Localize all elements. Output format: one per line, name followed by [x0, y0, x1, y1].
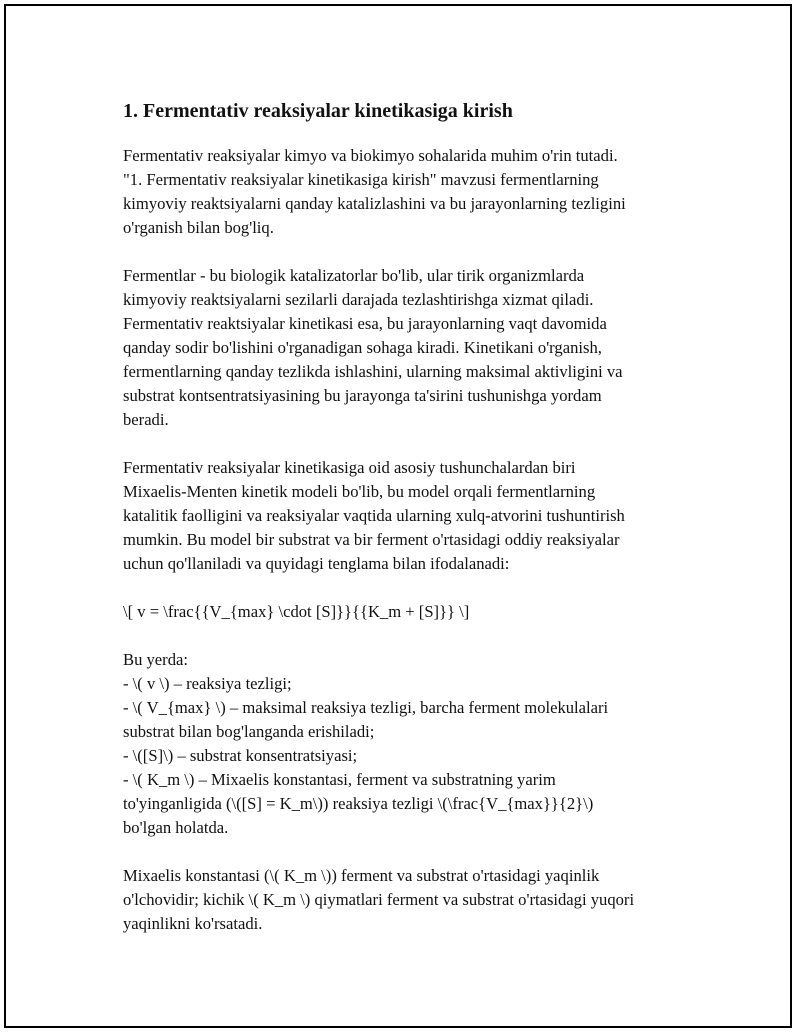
text-line: mumkin. Bu model bir substrat va bir ferment o'rtasidagi oddiy reaksiyalar: [123, 530, 620, 549]
text-line: katalitik faolligini va reaksiyalar vaqtida ularning xulq-atvorini tushuntirish: [123, 506, 625, 525]
text-line: o'rganish bilan bog'liq.: [123, 218, 274, 237]
text-line: kimyoviy reaktsiyalarni qanday katalizlashini va bu jarayonlarning tezligini: [123, 194, 626, 213]
text-line: \[ v = \frac{{V_{max} \cdot [S]}}{{K_m + [S]}} \]: [123, 602, 470, 621]
document-title: 1. Fermentativ reaksiyalar kinetikasiga kirish: [123, 100, 513, 122]
page-frame: [4, 4, 792, 1028]
paragraph-container: [123, 144, 703, 936]
text-line: bo'lgan holatda.: [123, 818, 229, 837]
text-line: Bu yerda:: [123, 650, 188, 669]
intro-paragraph: [123, 144, 703, 240]
enzymes-paragraph: [123, 264, 703, 432]
text-line: fermentlarning qanday tezlikda ishlashini, ularning maksimal aktivligini va: [123, 362, 623, 381]
text-line: yaqinlikni ko'rsatadi.: [123, 914, 263, 933]
text-line: Mixaelis konstantasi (\( K_m \)) ferment va substrat o'rtasidagi yaqinlik: [123, 866, 600, 885]
text-line: "1. Fermentativ reaksiyalar kinetikasiga kirish" mavzusi fermentlarning: [123, 170, 599, 189]
km-paragraph: [123, 864, 703, 936]
definitions-paragraph: [123, 648, 703, 840]
text-line: beradi.: [123, 410, 169, 429]
text-line: substrat bilan bog'langanda erishiladi;: [123, 722, 375, 741]
text-line: Fermentativ reaktsiyalar kinetikasi esa, bu jarayonlarning vaqt davomida: [123, 314, 607, 333]
text-line: uchun qo'llaniladi va quyidagi tenglama bilan ifodalanadi:: [123, 554, 510, 573]
text-line: kimyoviy reaktsiyalarni sezilarli darajada tezlashtirishga xizmat qiladi.: [123, 290, 594, 309]
text-line: Fermentativ reaksiyalar kimyo va biokimyo sohalarida muhim o'rin tutadi.: [123, 146, 618, 165]
text-line: qanday sodir bo'lishini o'rganadigan sohaga kiradi. Kinetikani o'rganish,: [123, 338, 602, 357]
equation-paragraph: [123, 600, 703, 624]
text-line: o'lchovidir; kichik \( K_m \) qiymatlari ferment va substrat o'rtasidagi yuqori: [123, 890, 635, 909]
text-line: - \( K_m \) – Mixaelis konstantasi, ferment va substratning yarim: [123, 770, 556, 789]
document-body: [123, 94, 703, 960]
text-line: substrat kontsentratsiyasining bu jarayonga ta'sirini tushunishga yordam: [123, 386, 602, 405]
text-line: - \( V_{max} \) – maksimal reaksiya tezligi, barcha ferment molekulalari: [123, 698, 609, 717]
text-line: - \( v \) – reaksiya tezligi;: [123, 674, 292, 693]
text-line: to'yinganligida (\([S] = K_m\)) reaksiya tezligi \(\frac{V_{max}}{2}\): [123, 794, 594, 813]
text-line: - \([S]\) – substrat konsentratsiyasi;: [123, 746, 358, 765]
text-line: Mixaelis-Menten kinetik modeli bo'lib, bu model orqali fermentlarning: [123, 482, 596, 501]
text-line: Fermentlar - bu biologik katalizatorlar bo'lib, ular tirik organizmlarda: [123, 266, 585, 285]
michaelis-menten-paragraph: [123, 456, 703, 576]
text-line: Fermentativ reaksiyalar kinetikasiga oid asosiy tushunchalardan biri: [123, 458, 576, 477]
